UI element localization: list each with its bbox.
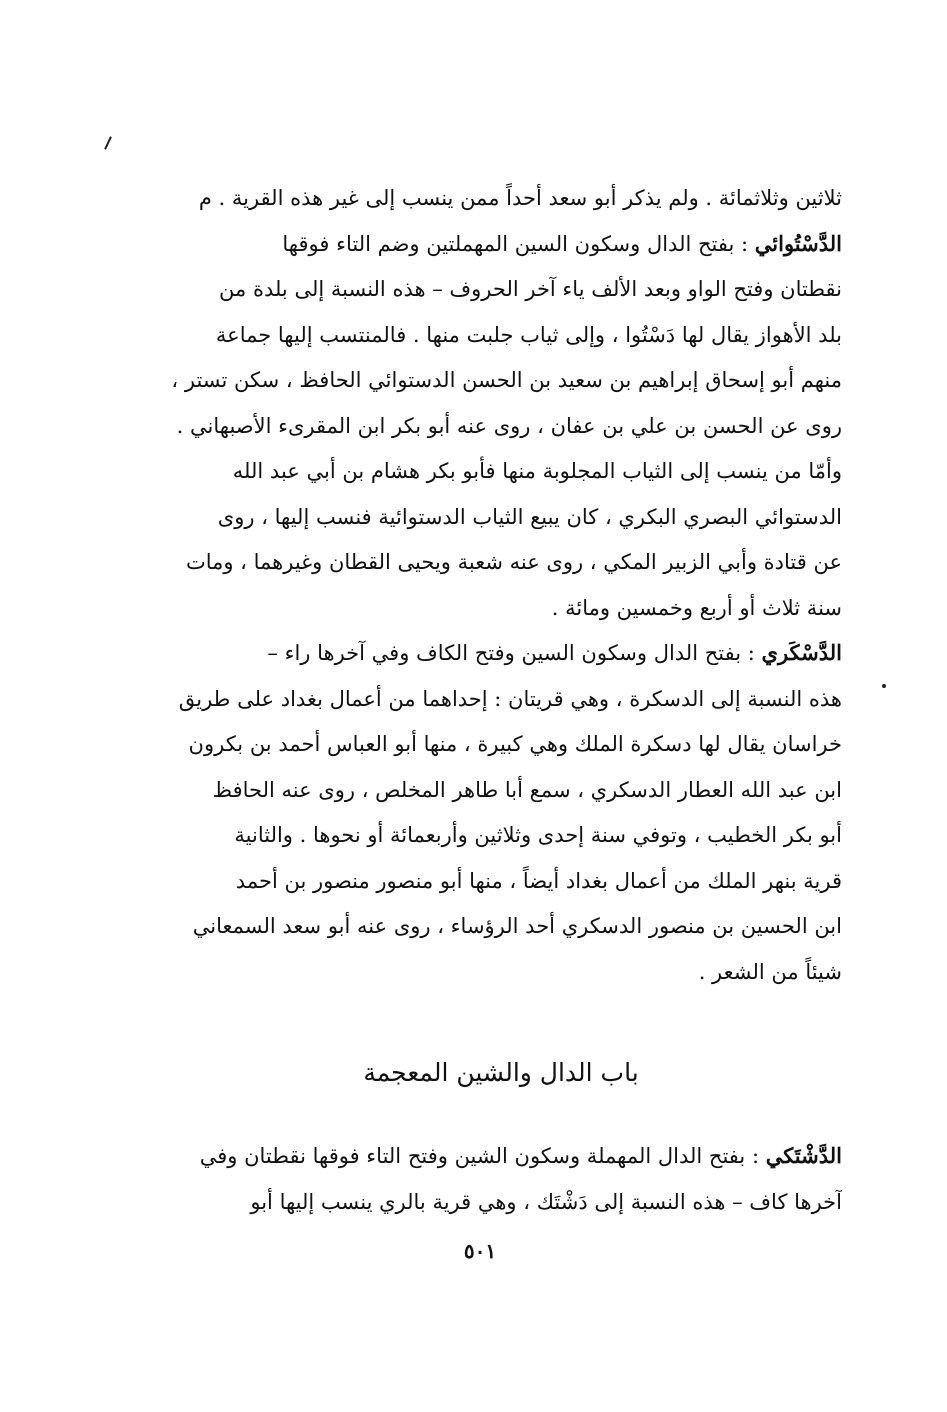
line-text: ابن الحسين بن منصور الدسكري أحد الرؤساء ، روى عنه أبو سعد السمعاني: [192, 914, 842, 938]
text-line: [160, 815, 842, 855]
text-line: [160, 224, 842, 264]
line-text: : بفتح الدال وسكون السين المهملتين وضم التاء فوقها: [282, 231, 755, 256]
text-line: [160, 451, 842, 491]
line-text: أبو بكر الخطيب ، وتوفي سنة إحدى وثلاثين وأربعمائة أو نحوها . والثانية: [234, 823, 842, 847]
text-line: [160, 315, 842, 355]
text-block-top: [160, 178, 842, 998]
text-line: [160, 861, 842, 901]
text-line: [160, 542, 842, 582]
text-line: [160, 406, 842, 446]
text-line: [160, 724, 842, 764]
text-line: [160, 633, 842, 673]
entry-headword: الدَّشْتَكي: [765, 1143, 842, 1168]
text-block-bottom: [160, 1136, 842, 1228]
line-text: شيئاً من الشعر .: [698, 959, 842, 984]
line-text: وأمّا من ينسب إلى الثياب المجلوبة منها فأبو بكر هشام بن أبي عبد الله: [232, 459, 842, 483]
line-text: بلد الأهواز يقال لها دَسْتُوا ، وإلى ثياب جلبت منها . فالمنتسب إليها جماعة: [215, 322, 842, 347]
text-line: [160, 906, 842, 946]
line-text: عن قتادة وأبي الزبير المكي ، روى عنه شعبة ويحيى القطان وغيرهما ، ومات: [185, 550, 842, 574]
line-text: : بفتح الدال المهملة وسكون الشين وفتح التاء فوقها نقطتان وفي: [199, 1144, 766, 1168]
line-text: ابن عبد الله العطار الدسكري ، سمع أبا طاهر المخلص ، روى عنه الحافظ: [212, 777, 842, 802]
entry-headword: الدَّسْكَري: [761, 640, 842, 665]
text-line: [160, 497, 842, 537]
text-line: [160, 679, 842, 719]
section-heading: باب الدال والشين المعجمة: [363, 1058, 639, 1087]
stray-pen-mark: [104, 136, 112, 150]
text-line: [160, 1136, 842, 1176]
page-number: ٥٠١: [463, 1239, 497, 1263]
text-line: [160, 1182, 842, 1222]
line-text: آخرها كاف – هذه النسبة إلى دَشْتَك ، وهي قرية بالري ينسب إليها أبو: [250, 1190, 842, 1214]
line-text: خراسان يقال لها دسكرة الملك وهي كبيرة ، منها أبو العباس أحمد بن بكرون: [188, 732, 842, 756]
entry-headword: الدَّسْتُوائي: [754, 230, 842, 256]
line-text: الدستوائي البصري البكري ، كان يبيع الثياب الدستوائية فنسب إليها ، روى: [217, 504, 842, 529]
text-line: [160, 588, 842, 628]
line-text: روى عن الحسن بن علي بن عفان ، روى عنه أبو بكر ابن المقرىء الأصبهاني .: [176, 413, 842, 438]
line-text: منهم أبو إسحاق إبراهيم بن سعيد بن الحسن الدستوائي الحافظ ، سكن تستر ،: [171, 368, 842, 392]
stray-dot: [882, 684, 886, 688]
line-text: هذه النسبة إلى الدسكرة ، وهي قريتان : إحداهما من أعمال بغداد على طريق: [178, 686, 842, 711]
text-line: [160, 269, 842, 309]
text-line: [160, 770, 842, 810]
text-line: [160, 360, 842, 400]
line-text: نقطتان وفتح الواو وبعد الألف ياء آخر الحروف – هذه النسبة إلى بلدة من: [219, 277, 842, 301]
line-text: ثلاثين وثلاثمائة . ولم يذكر أبو سعد أحداً ممن ينسب إلى غير هذه القرية . م: [198, 186, 842, 210]
text-line: [160, 178, 842, 218]
line-text: : بفتح الدال وسكون السين وفتح الكاف وفي آخرها راء –: [267, 641, 762, 665]
line-text: سنة ثلاث أو أربع وخمسين ومائة .: [551, 595, 842, 620]
text-line: [160, 952, 842, 992]
line-text: قرية بنهر الملك من أعمال بغداد أيضاً ، منها أبو منصور منصور بن أحمد: [235, 868, 842, 893]
